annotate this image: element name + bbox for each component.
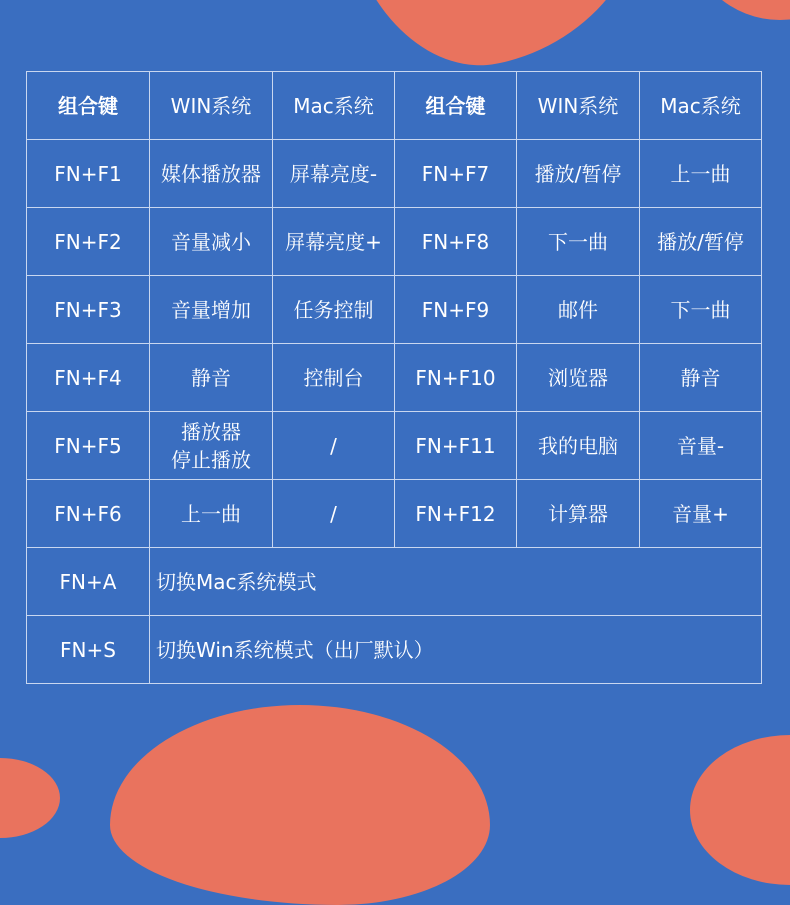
table-cell: 屏幕亮度- <box>273 140 395 208</box>
table-cell: 我的电脑 <box>517 412 640 480</box>
table-cell: 上一曲 <box>150 480 273 548</box>
table-row <box>27 140 762 208</box>
table-cell: 计算器 <box>517 480 640 548</box>
table-cell: 下一曲 <box>517 208 640 276</box>
table-row <box>27 276 762 344</box>
table-cell: 下一曲 <box>640 276 762 344</box>
table-cell: FN+F10 <box>395 344 517 412</box>
table-row <box>27 412 762 480</box>
table-row <box>27 208 762 276</box>
table-cell: 任务控制 <box>273 276 395 344</box>
table-cell: FN+F12 <box>395 480 517 548</box>
header-cell-mac: Mac系统 <box>273 72 395 140</box>
table-row-mode-win <box>27 616 762 684</box>
table-cell: FN+F11 <box>395 412 517 480</box>
table-cell: 静音 <box>640 344 762 412</box>
table-cell: 静音 <box>150 344 273 412</box>
table-cell: FN+S <box>27 616 150 684</box>
table-row <box>27 480 762 548</box>
table-cell: 音量- <box>640 412 762 480</box>
header-cell-mac: Mac系统 <box>640 72 762 140</box>
table-cell: FN+F2 <box>27 208 150 276</box>
mode-description: 切换Mac系统模式 <box>150 548 762 616</box>
table-cell: 音量+ <box>640 480 762 548</box>
decorative-blob-top-right <box>690 0 790 20</box>
table-cell: 控制台 <box>273 344 395 412</box>
table-cell: FN+A <box>27 548 150 616</box>
cell-line: 停止播放 <box>171 447 251 472</box>
table-cell: 播放/暂停 <box>640 208 762 276</box>
table-cell: 媒体播放器 <box>150 140 273 208</box>
table-cell: FN+F6 <box>27 480 150 548</box>
decorative-blob-bottom-left <box>0 758 60 838</box>
table-cell: / <box>273 480 395 548</box>
table-cell: / <box>273 412 395 480</box>
table-header-row <box>27 72 762 140</box>
header-cell-key: 组合键 <box>395 72 517 140</box>
table-cell: 邮件 <box>517 276 640 344</box>
table-cell: 音量减小 <box>150 208 273 276</box>
header-cell-key: 组合键 <box>27 72 150 140</box>
table-cell: 音量增加 <box>150 276 273 344</box>
decorative-blob-bottom <box>110 705 490 905</box>
decorative-blob-bottom-right <box>690 735 790 885</box>
table-cell: FN+F8 <box>395 208 517 276</box>
table-cell: 浏览器 <box>517 344 640 412</box>
header-cell-win: WIN系统 <box>517 72 640 140</box>
table-cell: 上一曲 <box>640 140 762 208</box>
table-cell: FN+F3 <box>27 276 150 344</box>
table-cell: 屏幕亮度+ <box>273 208 395 276</box>
table-cell: FN+F1 <box>27 140 150 208</box>
table-cell: FN+F9 <box>395 276 517 344</box>
table-cell: FN+F5 <box>27 412 150 480</box>
cell-line: 播放器 <box>181 419 241 444</box>
shortcut-table <box>26 71 762 684</box>
table-cell: FN+F7 <box>395 140 517 208</box>
table-cell: FN+F4 <box>27 344 150 412</box>
table-cell: 播放/暂停 <box>517 140 640 208</box>
mode-description: 切换Win系统模式（出厂默认） <box>150 616 762 684</box>
header-cell-win: WIN系统 <box>150 72 273 140</box>
table-row <box>27 344 762 412</box>
table-row-mode-mac <box>27 548 762 616</box>
table-cell-multiline <box>150 412 273 480</box>
